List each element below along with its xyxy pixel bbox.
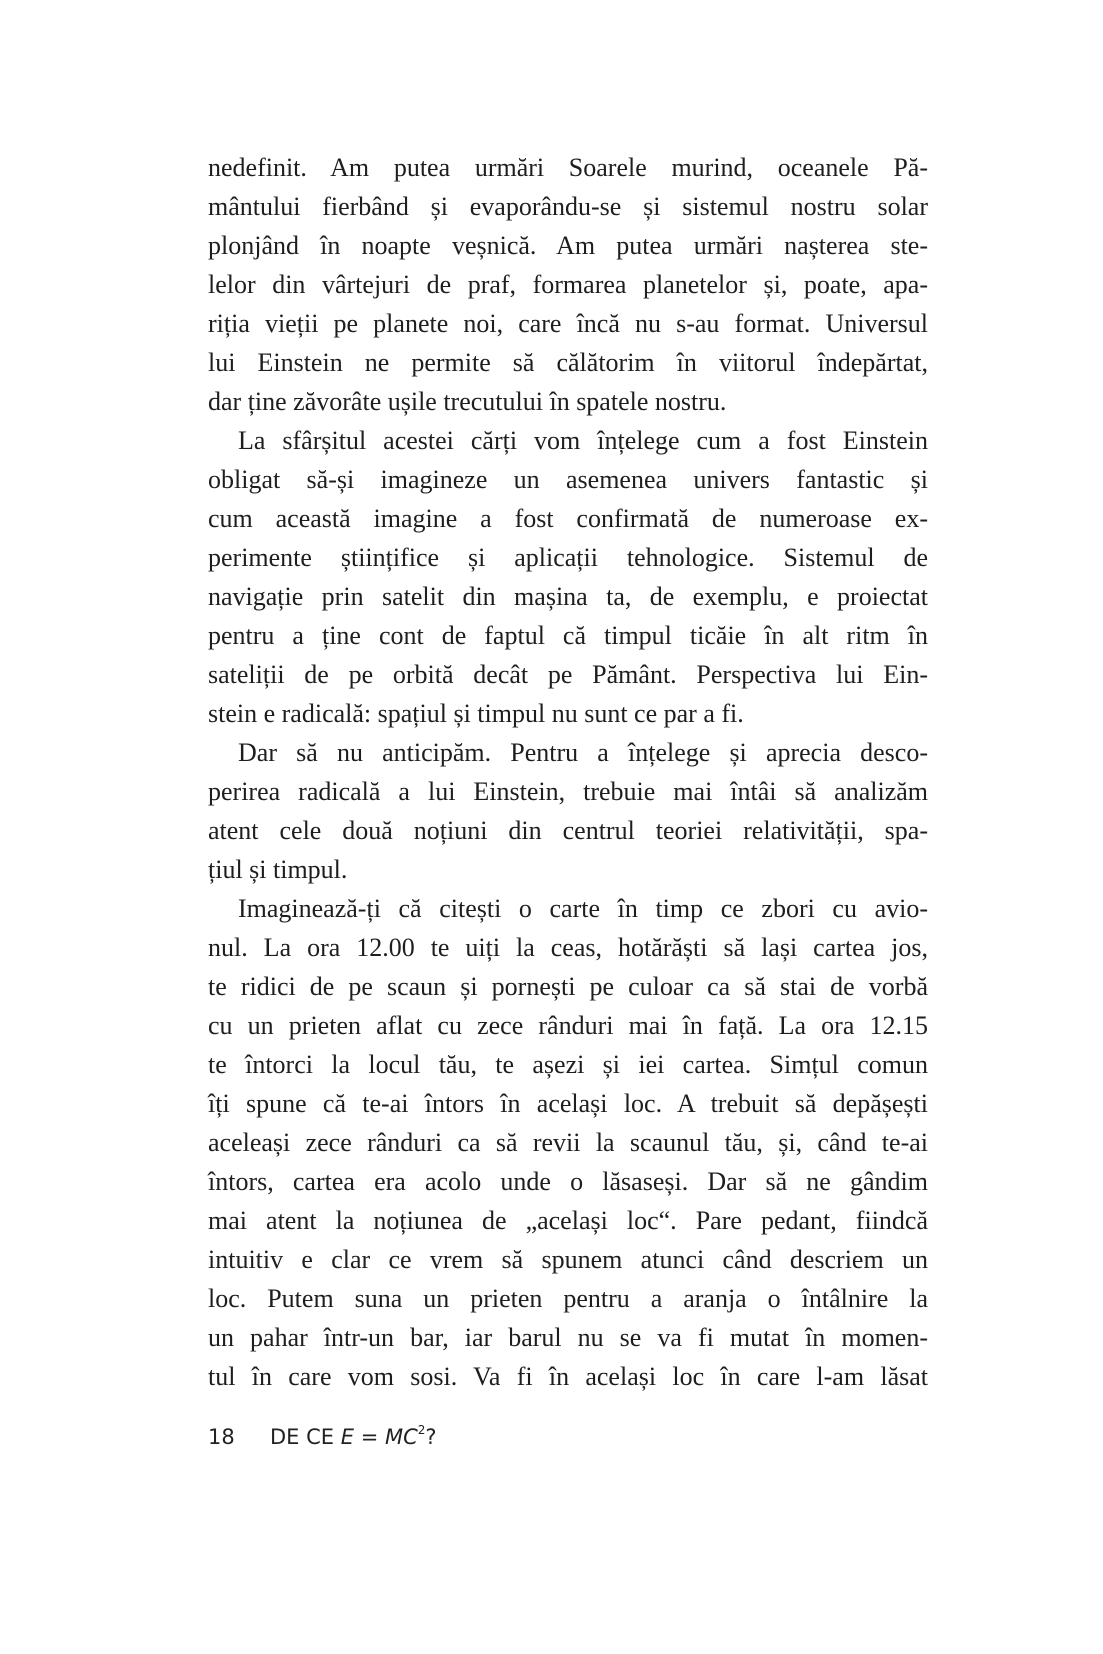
body-text	[208, 148, 928, 1396]
text-line: lelor din vârtejuri de praf, formarea planetelor și, poate, apa-	[208, 270, 928, 299]
text-line: tul în care vom sosi. Va fi în același loc în care l-am lăsat	[208, 1362, 928, 1391]
text-line: perirea radicală a lui Einstein, trebuie mai întâi să analizăm	[208, 777, 928, 806]
text-line: îți spune că te-ai întors în același loc. A trebuit să depășești	[208, 1089, 928, 1118]
text-line: nul. La ora 12.00 te uiți la ceas, hotărăști să lași cartea jos,	[208, 933, 928, 962]
text-line: cum această imagine a fost confirmată de numeroase ex-	[208, 504, 928, 533]
text-line: te ridici de pe scaun și pornești pe culoar ca să stai de vorbă	[208, 972, 928, 1001]
text-line: mântului fierbând și evaporându-se și sistemul nostru solar	[208, 192, 928, 221]
text-line: sateliții de pe orbită decât pe Pământ. Perspectiva lui Ein-	[208, 660, 928, 689]
title-exponent: 2	[417, 1423, 426, 1437]
text-line: atent cele două noțiuni din centrul teoriei relativității, spa-	[208, 816, 928, 845]
text-line: perimente științifice și aplicații tehnologice. Sistemul de	[208, 543, 928, 572]
text-line: Imaginează-ți că citești o carte în timp ce zbori cu avio-	[238, 894, 928, 923]
page-footer	[208, 1420, 928, 1454]
text-line: un pahar într-un bar, iar barul nu se va fi mutat în momen-	[208, 1323, 928, 1352]
text-line: lui Einstein ne permite să călătorim în viitorul îndepărtat,	[208, 348, 928, 377]
text-line: plonjând în noapte veșnică. Am putea urmări nașterea ste-	[208, 231, 928, 260]
text-line: loc. Putem suna un prieten pentru a aranja o întâlnire la	[208, 1284, 928, 1313]
title-mc: MC	[384, 1425, 418, 1449]
title-eq: =	[354, 1425, 385, 1449]
text-line: riția vieții pe planete noi, care încă nu s-au format. Universul	[208, 309, 928, 338]
text-line: intuitiv e clar ce vrem să spunem atunci când descriem un	[208, 1245, 928, 1274]
page-number: 18	[208, 1425, 235, 1449]
text-line: dar ține zăvorâte ușile trecutului în spatele nostru.	[208, 387, 727, 416]
title-prefix: DE CE	[270, 1425, 341, 1449]
text-line: aceleași zece rânduri ca să revii la scaunul tău, și, când te-ai	[208, 1128, 928, 1157]
text-line: te întorci la locul tău, te așezi și iei cartea. Simțul comun	[208, 1050, 928, 1079]
text-line: nedefinit. Am putea urmări Soarele murind, oceanele Pă-	[208, 153, 928, 182]
text-line: cu un prieten aflat cu zece rânduri mai în față. La ora 12.15	[208, 1011, 928, 1040]
text-line: pentru a ține cont de faptul că timpul ticăie în alt ritm în	[208, 621, 928, 650]
title-suffix: ?	[425, 1425, 437, 1449]
text-line: obligat să-și imagineze un asemenea univers fantastic și	[208, 465, 928, 494]
text-line: țiul și timpul.	[208, 855, 348, 884]
title-e: E	[340, 1425, 355, 1449]
text-line: La sfârșitul acestei cărți vom înțelege cum a fost Einstein	[238, 426, 928, 455]
running-title	[270, 1425, 437, 1449]
text-line: navigație prin satelit din mașina ta, de exemplu, e proiectat	[208, 582, 928, 611]
text-line: stein e radicală: spațiul și timpul nu sunt ce par a fi.	[208, 699, 744, 728]
page	[208, 148, 928, 1454]
text-line: Dar să nu anticipăm. Pentru a înțelege și aprecia desco-	[238, 738, 928, 767]
text-line: mai atent la noțiunea de „același loc“. Pare pedant, fiindcă	[208, 1206, 928, 1235]
text-line: întors, cartea era acolo unde o lăsaseși. Dar să ne gândim	[208, 1167, 928, 1196]
